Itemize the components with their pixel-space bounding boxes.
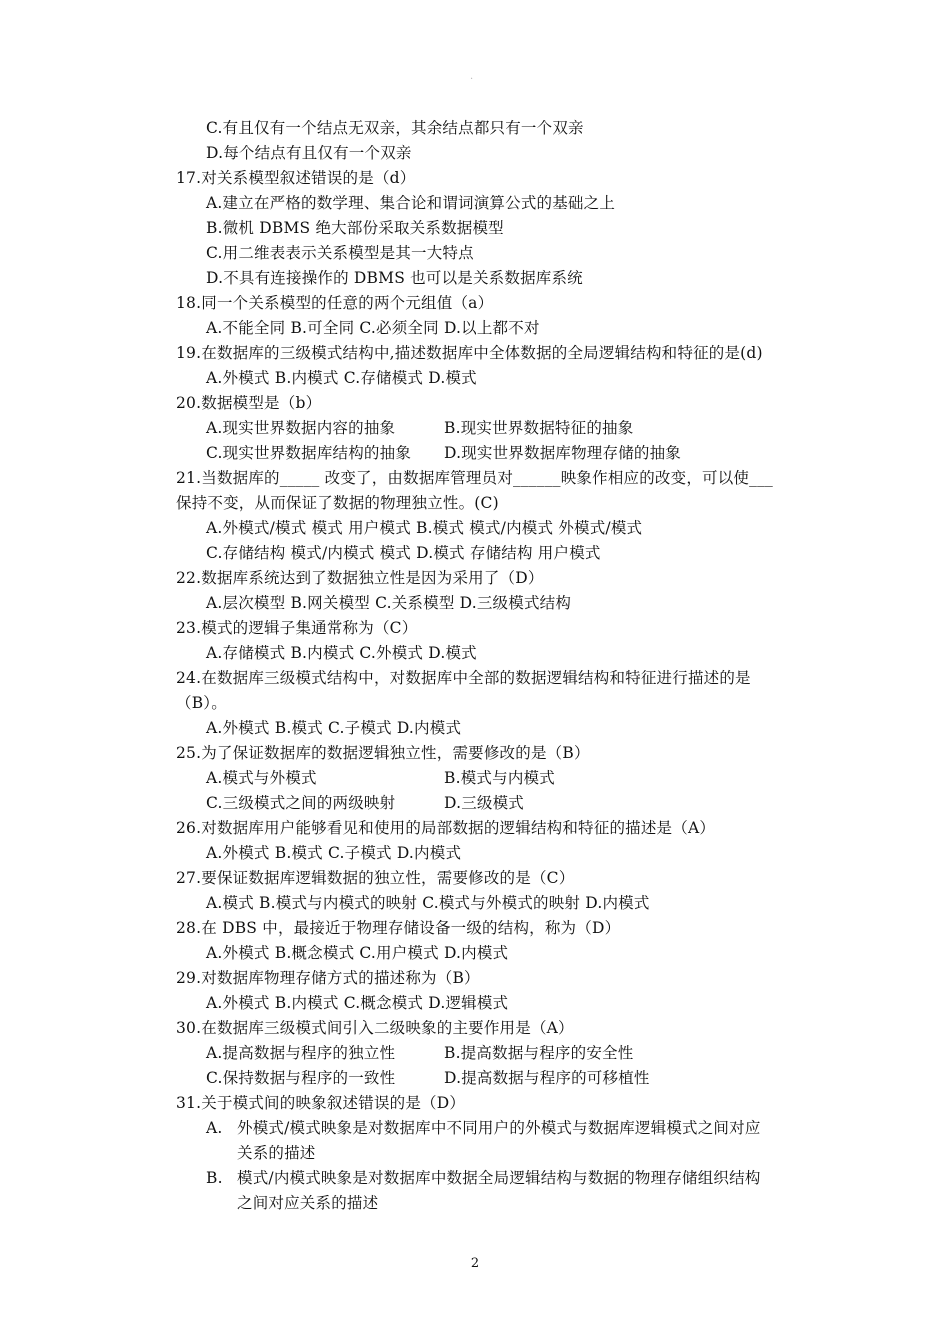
option-line: A.外模式 B.概念模式 C.用户模式 D.内模式 <box>206 944 509 962</box>
option-line: D.每个结点有且仅有一个双亲 <box>206 144 412 162</box>
option-line: A.现实世界数据内容的抽象 <box>206 419 396 437</box>
question-31: 31.关于模式间的映象叙述错误的是（D） <box>176 1094 466 1112</box>
option-line: A.外模式 B.模式 C.子模式 D.内模式 <box>206 719 462 737</box>
option-line: D.不具有连接操作的 DBMS 也可以是关系数据库系统 <box>206 269 583 287</box>
option-line: 之间对应关系的描述 <box>237 1194 379 1212</box>
question-24: 24.在数据库三级模式结构中，对数据库中全部的数据逻辑结构和特征进行描述的是 <box>176 669 751 687</box>
option-line: A.建立在严格的数学理、集合论和谓词演算公式的基础之上 <box>206 194 616 212</box>
option-line: 外模式/模式映象是对数据库中不同用户的外模式与数据库逻辑模式之间对应 <box>237 1119 761 1137</box>
page-number: 2 <box>470 1256 480 1271</box>
option-line: A.外模式 B.内模式 C.概念模式 D.逻辑模式 <box>206 994 509 1012</box>
question-18: 18.同一个关系模型的任意的两个元组值（a） <box>176 294 494 312</box>
question-21-cont: 保持不变，从而保证了数据的物理独立性。(C) <box>176 494 499 512</box>
question-19: 19.在数据库的三级模式结构中,描述数据库中全体数据的全局逻辑结构和特征的是(d) <box>176 344 763 362</box>
option-line: 关系的描述 <box>237 1144 316 1162</box>
header-mark: · <box>470 74 474 85</box>
question-24-cont: （B）。 <box>176 694 227 712</box>
option-line: C.用二维表表示关系模型是其一大特点 <box>206 244 474 262</box>
option-label: B. <box>206 1169 223 1187</box>
question-29: 29.对数据库物理存储方式的描述称为（B） <box>176 969 480 987</box>
option-line: B.模式与内模式 <box>444 769 555 787</box>
option-line: C.现实世界数据库结构的抽象 <box>206 444 412 462</box>
question-20: 20.数据模型是（b） <box>176 394 322 412</box>
question-17: 17.对关系模型叙述错误的是（d） <box>176 169 416 187</box>
option-line: C.有且仅有一个结点无双亲，其余结点都只有一个双亲 <box>206 119 584 137</box>
option-line: 模式/内模式映象是对数据库中数据全局逻辑结构与数据的物理存储组织结构 <box>237 1169 761 1187</box>
option-line: A.外模式/模式 模式 用户模式 B.模式 模式/内模式 外模式/模式 <box>206 519 643 537</box>
option-line: C.三级模式之间的两级映射 <box>206 794 396 812</box>
option-line: C.保持数据与程序的一致性 <box>206 1069 396 1087</box>
option-line: B.微机 DBMS 绝大部份采取关系数据模型 <box>206 219 504 237</box>
question-28: 28.在 DBS 中，最接近于物理存储设备一级的结构，称为（D） <box>176 919 621 937</box>
option-line: A.提高数据与程序的独立性 <box>206 1044 396 1062</box>
option-line: A.不能全同 B.可全同 C.必须全同 D.以上都不对 <box>206 319 540 337</box>
question-21: 21.当数据库的_____ 改变了，由数据库管理员对______映象作相应的改变，可以使___ <box>176 469 773 487</box>
option-line: D.三级模式 <box>444 794 525 812</box>
option-line: D.现实世界数据库物理存储的抽象 <box>444 444 682 462</box>
question-25: 25.为了保证数据库的数据逻辑独立性，需要修改的是（B） <box>176 744 590 762</box>
option-line: C.存储结构 模式/内模式 模式 D.模式 存储结构 用户模式 <box>206 544 601 562</box>
option-line: B.现实世界数据特征的抽象 <box>444 419 634 437</box>
option-line: D.提高数据与程序的可移植性 <box>444 1069 650 1087</box>
question-22: 22.数据库系统达到了数据独立性是因为采用了（D） <box>176 569 544 587</box>
question-30: 30.在数据库三级模式间引入二级映象的主要作用是（A） <box>176 1019 574 1037</box>
option-line: A.层次模型 B.网关模型 C.关系模型 D.三级模式结构 <box>206 594 572 612</box>
option-label: A. <box>206 1119 223 1137</box>
option-line: B.提高数据与程序的安全性 <box>444 1044 634 1062</box>
question-27: 27.要保证数据库逻辑数据的独立性，需要修改的是（C） <box>176 869 575 887</box>
option-line: A.外模式 B.模式 C.子模式 D.内模式 <box>206 844 462 862</box>
option-line: A.模式 B.模式与内模式的映射 C.模式与外模式的映射 D.内模式 <box>206 894 650 912</box>
question-26: 26.对数据库用户能够看见和使用的局部数据的逻辑结构和特征的描述是（A） <box>176 819 716 837</box>
option-line: A.存储模式 B.内模式 C.外模式 D.模式 <box>206 644 477 662</box>
option-line: A.模式与外模式 <box>206 769 317 787</box>
option-line: A.外模式 B.内模式 C.存储模式 D.模式 <box>206 369 477 387</box>
question-23: 23.模式的逻辑子集通常称为（C） <box>176 619 418 637</box>
